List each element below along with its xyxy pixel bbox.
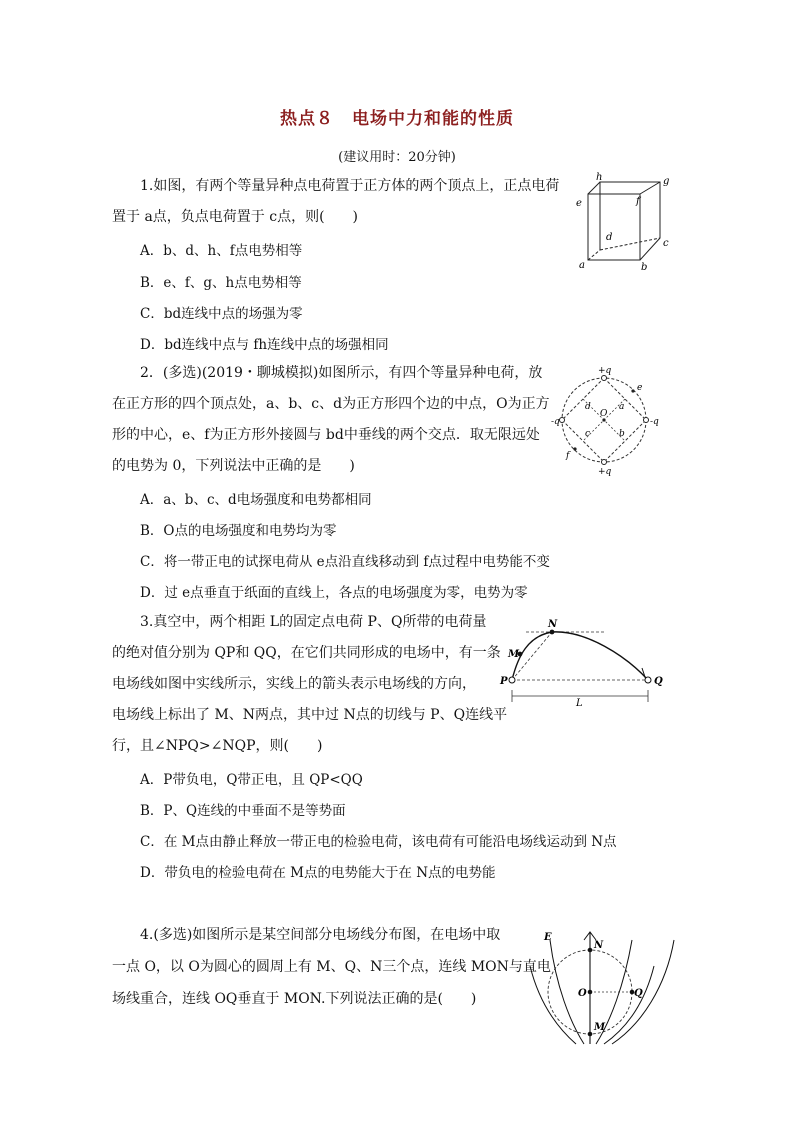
label-c: c	[585, 429, 591, 439]
charge-right	[644, 418, 649, 423]
q1-option-d: D．bd连线中点与 fh连线中点的场强相同	[140, 337, 389, 353]
point-m	[588, 1032, 593, 1037]
q1-option-a: A．b、d、h、f点电势相等	[140, 243, 303, 259]
q3-stem-line-2: 的绝对值分别为 QP和 QQ，在它们共同形成的电场中，有一条	[112, 645, 501, 661]
label-right-charge: -q	[650, 417, 659, 427]
q3-option-d: D．带负电的检验电荷在 M点的电势能大于在 N点的电势能	[140, 865, 496, 881]
q3-option-b: B．P、Q连线的中垂面不是等势面	[140, 803, 346, 819]
q3-field-line-figure	[496, 616, 684, 708]
label-o: O	[600, 409, 608, 419]
q1-stem-line-2: 置于 a点，负点电荷置于 c点，则( )	[112, 209, 359, 225]
label-f: f	[566, 451, 570, 461]
field-line-right-2	[604, 966, 654, 1044]
q2-option-c: C．将一带正电的试探电荷从 e点沿直线移动到 f点过程中电势能不变	[140, 554, 550, 570]
q2-stem-line-3: 形的中心，e、f为正方形外接圆与 bd中垂线的两个交点．取无限远处	[112, 427, 540, 443]
q2-stem-line-4: 的电势为 0，下列说法中正确的是 )	[112, 458, 355, 474]
label-g: g	[663, 176, 670, 187]
q1-stem-line-1: 1.如图，有两个等量异种点电荷置于正方体的两个顶点上，正点电荷	[140, 178, 560, 194]
charge-p	[509, 677, 515, 683]
label-m: M	[594, 1022, 606, 1033]
q4-stem-line-2: 一点 O，以 O为圆心的圆周上有 M、Q、N三个点，连线 MON与直电	[112, 959, 551, 975]
field-line-left-2	[530, 966, 576, 1044]
q2-stem-line-2: 在正方形的四个顶点处，a、b、c、d为正方形四个边的中点，O为正方	[112, 396, 550, 412]
point-f	[573, 447, 576, 450]
label-n: N	[594, 940, 604, 951]
point-o	[588, 990, 593, 995]
label-d: d	[606, 232, 613, 243]
q4-stem-line-1: 4.(多选)如图所示是某空间部分电场线分布图，在电场中取	[140, 927, 501, 943]
q3-stem-line-3: 电场线如图中实线所示，实线上的箭头表示电场线的方向，	[112, 676, 476, 692]
label-d: d	[585, 402, 591, 412]
q1-cube-figure	[570, 172, 680, 272]
charge-left	[560, 418, 565, 423]
q3-stem-line-1: 3.真空中，两个相距 L的固定点电荷 P、Q所带的电荷量	[140, 614, 487, 630]
label-q: Q	[654, 676, 663, 687]
label-n: N	[548, 619, 558, 630]
label-b: b	[641, 262, 648, 273]
q1-option-b: B．e、f、g、h点电势相等	[140, 275, 302, 291]
q2-option-d: D．过 e点垂直于纸面的直线上，各点的电场强度为零，电势为零	[140, 585, 528, 601]
page-subtitle: (建议用时：20分钟)	[338, 150, 456, 165]
q3-option-a: A．P带负电，Q带正电，且 QP<QQ	[140, 772, 363, 788]
q2-charges-figure	[552, 362, 666, 478]
label-a: a	[619, 402, 625, 412]
label-h: h	[596, 172, 603, 183]
label-c: c	[663, 238, 669, 249]
label-l: L	[576, 698, 583, 709]
label-b: b	[619, 429, 625, 439]
label-f: f	[636, 196, 640, 207]
label-bottom-charge: +q	[598, 467, 612, 477]
label-left-charge: -q	[551, 417, 560, 427]
point-n	[588, 948, 593, 953]
q2-option-a: A．a、b、c、d电场强度和电势都相同	[140, 492, 372, 508]
q3-stem-line-4: 电场线上标出了 M、N两点，其中过 N点的切线与 P、Q连线平	[112, 707, 508, 723]
point-e	[631, 389, 634, 392]
q4-field-figure	[520, 926, 688, 1046]
q4-stem-line-3: 场线重合，连线 OQ垂直于 MON.下列说法正确的是( )	[112, 991, 477, 1007]
q3-stem-line-5: 行，且∠NPQ>∠NQP，则( )	[112, 738, 323, 754]
charge-q	[645, 677, 651, 683]
label-top-charge: +q	[598, 366, 612, 376]
label-q: Q	[634, 988, 643, 999]
label-e: e	[576, 198, 582, 209]
label-e: E	[544, 932, 552, 943]
cube-hidden-edge-2	[588, 250, 600, 260]
q3-option-c: C．在 M点由静止释放一带正电的检验电荷，该电荷有可能沿电场线运动到 N点	[140, 834, 617, 850]
label-o: O	[578, 988, 587, 999]
charge-bottom	[602, 460, 607, 465]
page-title: 热点８ 电场中力和能的性质	[280, 109, 514, 129]
q1-option-c: C．bd连线中点的场强为零	[140, 306, 303, 322]
label-m: M	[508, 649, 520, 660]
charge-top	[602, 376, 607, 381]
point-n	[550, 630, 555, 635]
label-e: e	[637, 383, 643, 393]
cube-front-face	[588, 194, 640, 260]
label-a: a	[579, 260, 585, 271]
label-p: P	[500, 676, 508, 687]
q2-option-b: B．O点的电场强度和电势均为零	[140, 523, 337, 539]
q2-stem-line-1: 2．(多选)(2019・聊城模拟)如图所示，有四个等量异种电荷，放	[140, 365, 543, 381]
